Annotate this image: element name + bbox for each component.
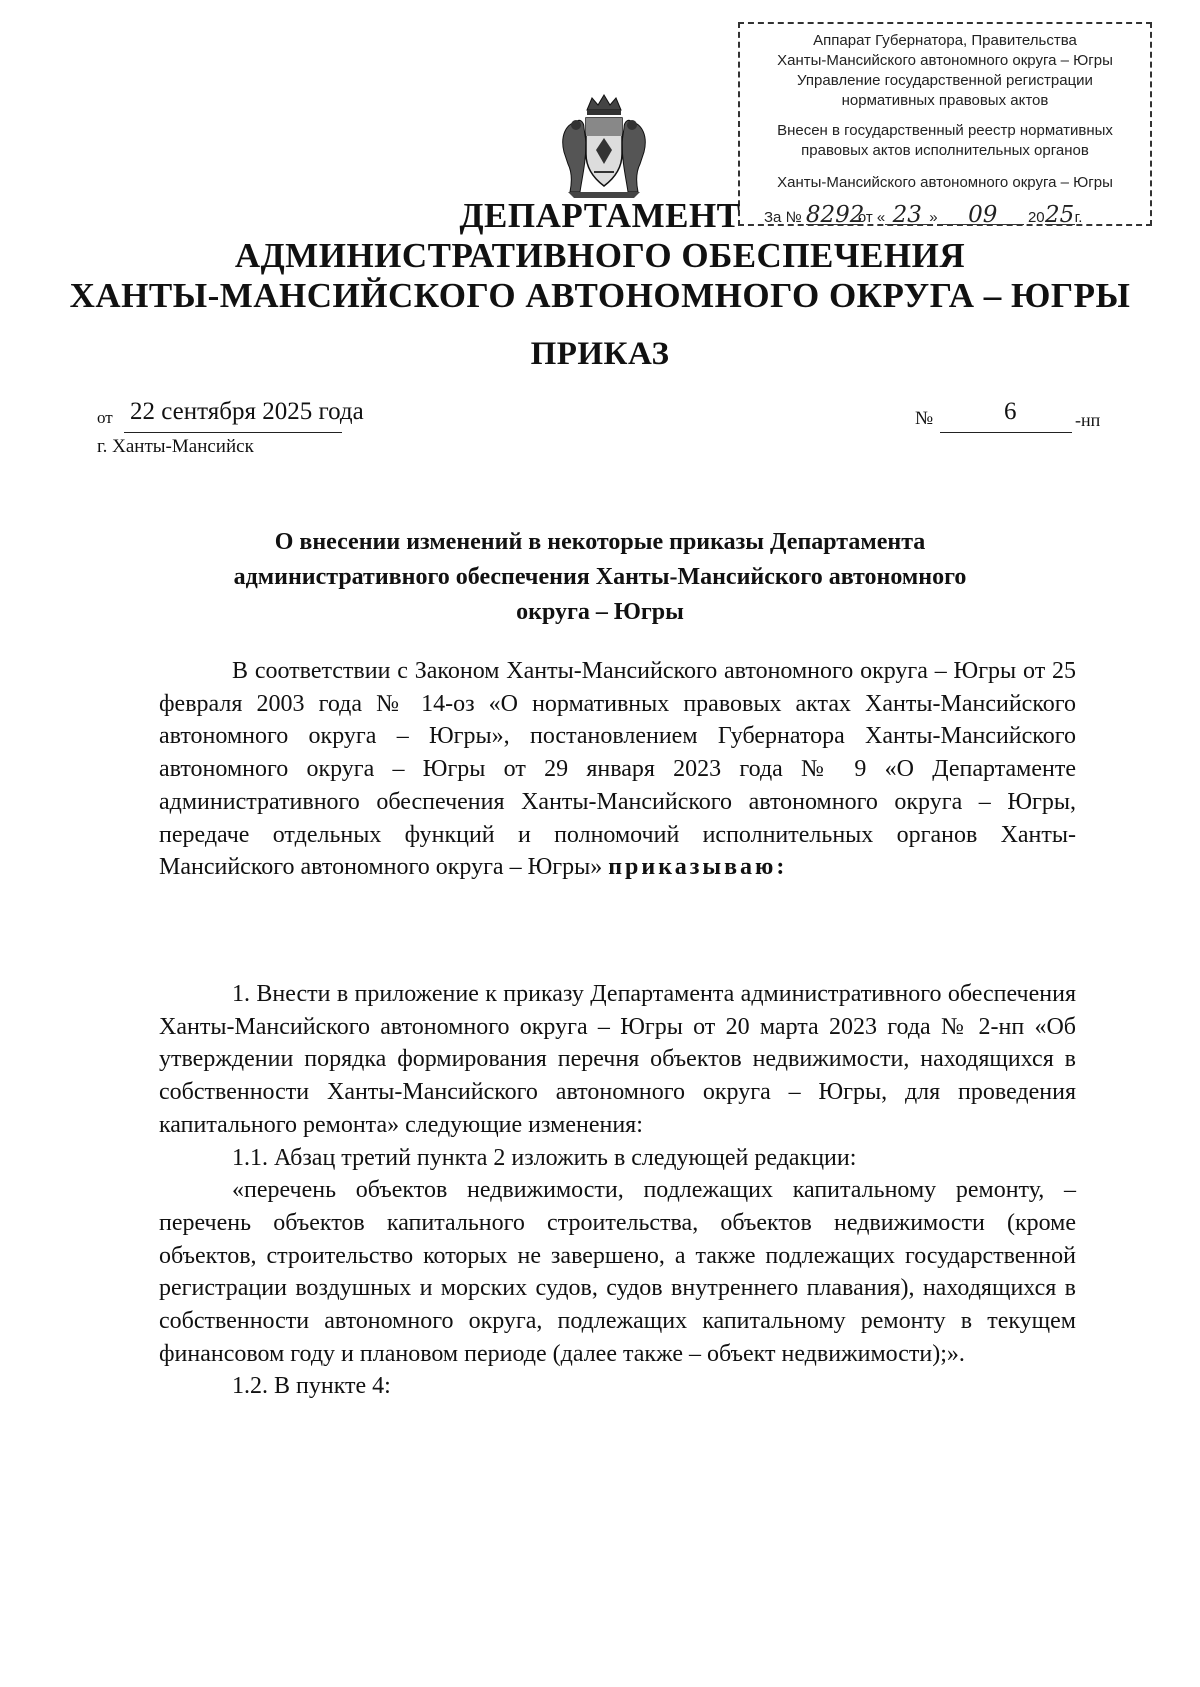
order-number: 6 (1004, 398, 1017, 425)
stamp-reg-year-prefix: 20 (1027, 209, 1045, 226)
department-heading: ДЕПАРТАМЕНТ (459, 196, 741, 235)
stamp-line-6: правовых актов исполнительных органов (801, 142, 1089, 159)
title-line-1: О внесении изменений в некоторые приказы Департамента (274, 529, 926, 555)
item-1: 1. Внести в приложение к приказу Департамента административного обеспечения Ханты-Мансийского автономного округа – Югры от 20 марта 2023 года № 2-нп «Об утверждении порядка формирования перечня объектов недвижимости, находящихся в собственности Ханты-Мансийского автономного округа – Югры, для проведения капитального ремонта» следующие изменения: (159, 981, 1076, 1138)
order-date: 22 сентября 2025 года (130, 398, 364, 425)
stamp-reg-month: 09 (942, 206, 1024, 225)
order-word: приказываю: (608, 854, 788, 881)
region-heading: ХАНТЫ-МАНСИЙСКОГО АВТОНОМНОГО ОКРУГА – ЮГРЫ (69, 276, 1131, 315)
order-items (159, 978, 1076, 1403)
preamble-text: В соответствии с Законом Ханты-Мансийского автономного округа – Югры от 25 февраля 2003 года № 14-оз «О нормативных правовых актах Ханты-Мансийского автономного округа – Югры», постановлением Губернатора Ханты-Мансийского автономного округа – Югры от 29 января 2023 года № 9 «О Департаменте административного обеспечения Ханты-Мансийского автономного округа – Югры, передаче отдельных функций и полномочий исполнительных органов Ханты-Мансийского автономного округа – Югры» (159, 658, 1076, 881)
item-1-2: 1.2. В пункте 4: (232, 1373, 391, 1400)
stamp-reg-prefix: За № (764, 209, 802, 226)
number-suffix: -нп (1075, 410, 1101, 430)
title-line-3: округа – Югры (516, 599, 684, 625)
stamp-reg-quote-close: » (929, 209, 938, 226)
stamp-line-7: Ханты-Мансийского автономного округа – Югры (777, 174, 1113, 191)
preamble-paragraph (159, 655, 1076, 884)
stamp-line-3: Управление государственной регистрации (797, 72, 1093, 89)
item-1-1: 1.1. Абзац третий пункта 2 изложить в следующей редакции: (232, 1144, 857, 1171)
number-underline (940, 432, 1072, 433)
stamp-reg-year-suffix: 25 (1044, 202, 1075, 228)
stamp-line-5: Внесен в государственный реестр нормативных (777, 122, 1113, 139)
quoted-definition: «перечень объектов недвижимости, подлежащих капитальному ремонту, – перечень объектов капитального строительства, объектов недвижимости (кроме объектов, строительство которых не завершено, а также подлежащих государственной регистрации воздушных и морских судов, судов внутреннего плавания), находящихся в собственности автономного округа, подлежащих капитальному ремонту в текущем финансовом году и плановом периоде (далее также – объект недвижимости);». (159, 1177, 1076, 1367)
stamp-reg-g: г. (1074, 209, 1083, 226)
title-line-2: административного обеспечения Ханты-Мансийского автономного (233, 564, 967, 590)
date-prefix: от (97, 408, 113, 427)
document-type-heading: ПРИКАЗ (530, 336, 670, 372)
stamp-line-1: Аппарат Губернатора, Правительства (813, 32, 1077, 49)
stamp-reg-day: 23 (885, 206, 929, 225)
stamp-line-4: нормативных правовых актов (841, 92, 1049, 109)
department-admin-heading: АДМИНИСТРАТИВНОГО ОБЕСПЕЧЕНИЯ (234, 236, 966, 275)
city-label: г. Ханты-Мансийск (97, 436, 254, 457)
coat-of-arms-icon (553, 92, 655, 202)
date-underline (124, 432, 342, 433)
number-sign: № (915, 408, 934, 429)
order-title (0, 525, 1200, 630)
stamp-reg-number: 8292 (805, 202, 865, 228)
stamp-line-2: Ханты-Мансийского автономного округа – Югры (777, 52, 1113, 69)
stamp-reg-from: от « (857, 209, 886, 226)
